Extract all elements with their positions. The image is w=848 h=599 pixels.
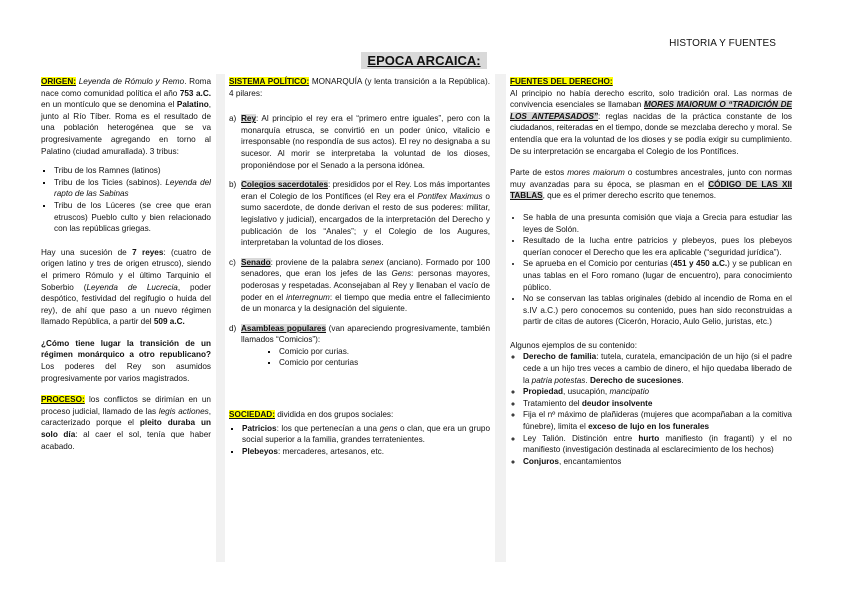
list-item: ▪ Comicio por curias.: [279, 346, 490, 358]
list-item: • No se conservan las tablas originales (debido al incendio de Roma en el s.IV a.C.) pero conocemos su contenido, pues han sido reconstruidas a partir de citas de autores (Cicerón, Horacio, Aulo Gelio, juristas, etc.): [523, 293, 792, 328]
comicios-list: [229, 346, 490, 369]
list-item: ▪ Patricios: los que pertenecían a una gens o clan, que era un grupo social superior a la familia, grandes terratenientes.: [242, 423, 490, 446]
middle-column: [226, 74, 493, 562]
list-item: • Se aprueba en el Comicio por centurias (451 y 450 a.C.) y se publican en unas tablas en el Foro romano (lugar de encuentro), para conocimiento público.: [523, 258, 792, 293]
column-gap-shade-right: [495, 74, 506, 562]
proceso-heading: PROCESO:: [41, 395, 85, 405]
pillar-senado: c) Senado: proviene de la palabra senex (anciano). Formado por 100 senadores, que eran los jefes de las Gens: personas mayores, poderosas y respetadas. Aconsejaban al Rey y llenaban el vacío de poder en el interregnum: el tiempo que media entre el fallecimiento de un monarca y la designación del siguiente.: [229, 257, 490, 314]
list-item: ▪ Tribu de los Ticies (sabinos). Leyenda del rapto de las Sabinas: [54, 177, 211, 200]
list-item: ◦ Propiedad, usucapión, mancipatio: [523, 386, 792, 398]
transition-question: ¿Cómo tiene lugar la transición de un régimen monárquico a otro republicano? Los poderes del Rey son asumidos progresivamente por varios magistrados.: [41, 338, 211, 383]
document-subject: HISTORIA Y FUENTES: [669, 38, 776, 49]
list-item: • Se habla de una presunta comisión que viaja a Grecia para estudiar las leyes de Solón.: [523, 212, 792, 235]
xii-tablas-list: [510, 212, 792, 328]
document-title: EPOCA ARCAICA:: [361, 52, 486, 69]
examples-intro: Algunos ejemplos de su contenido:: [510, 340, 637, 350]
tribes-list: [41, 165, 211, 235]
list-item: • Resultado de la lucha entre patricios y plebeyos, pues los plebeyos querían conocer el Derecho que les era aplicable (“seguridad jurídica”).: [523, 235, 792, 258]
pillar-rey: a) Rey: Al principio el rey era el “primero entre iguales”, pero con la monarquía etrusca, se convirtió en un poder único, vitalicio e irresponsable (no respondía de sus actos). El rey no designaba a su sucesor. Al morir se interpretaba la voluntad de los dioses, proponiéndose por el Senado a la persona idónea.: [229, 114, 490, 170]
list-item: ◦ Ley Talión. Distinción entre hurto manifiesto (in fraganti) y el no manifiesto (investigación destinada al esclarecimiento de los hechos): [523, 433, 792, 456]
list-item: ▪ Tribu de los Lúceres (se cree que eran etruscos) Pueblo culto y bien relacionado con las repúblicas griegas.: [54, 200, 211, 235]
fuentes-heading-wrap: [510, 76, 792, 88]
proceso-paragraph: PROCESO: los conflictos se dirimían en un proceso judicial, llamado de las legis actiones, caracterizado porque el pleito duraba un solo día: al caer el sol, tenía que haber acabado.: [41, 395, 211, 451]
sociedad-paragraph: SOCIEDAD: dividida en dos grupos sociales:: [229, 410, 394, 420]
fuentes-heading: FUENTES DEL DERECHO:: [510, 77, 613, 86]
pillar-colegios: b) Colegios sacerdotales: presididos por el Rey. Los más importantes eran el Colegio de los Pontífices (el Rey era el Pontifex Maximus o sumo sacerdote, de donde derivan el resto de sus poderes: militar, legislativo y judicial), encargados de la interpretación del Derecho y publicación de los “Anales”; y el Colegio de los Augures, interpretaban la voluntad de los dioses.: [229, 180, 490, 248]
origen-paragraph: ORIGEN: Leyenda de Rómulo y Remo. Roma nace como comunidad política el año 753 a.C. en un montículo que se denomina el Palatino, junto al Río Tíber. Roma es el resultado de una población heterogénea que se va progresivamente agregando en torno al Palatino (ciudad amurallada). 3 tribus:: [41, 77, 212, 156]
xii-tablas-paragraph: Parte de estos mores maiorum o costumbres ancestrales, junto con normas muy avanzadas para su época, se plasman en el CÓDIGO DE LAS XII TABLAS, que es el primer derecho escrito que tenemos.: [510, 168, 793, 201]
examples-list: [510, 351, 792, 467]
list-item: ▪ Comicio por centurias: [279, 357, 490, 369]
kings-paragraph: Hay una sucesión de 7 reyes: (cuatro de origen latino y tres de origen etrusco), siendo el primero Rómulo y el último Tarquinio el Soberbio (Leyenda de Lucrecia, poder despótico, festividad del regifugio o huida del rey), de ahí que paso a un nuevo régimen llamado República, a partir del 509 a.C.: [41, 247, 212, 327]
origen-heading: ORIGEN:: [41, 77, 77, 86]
sociedad-list: [229, 423, 490, 458]
list-item: ◦ Tratamiento del deudor insolvente: [523, 398, 792, 410]
sistema-paragraph: SISTEMA POLÍTICO: MONARQUÍA (y lenta transición a la República). 4 pilares:: [229, 77, 490, 98]
list-item: ▪ Plebeyos: mercaderes, artesanos, etc.: [242, 446, 490, 458]
sociedad-heading: SOCIEDAD:: [229, 410, 275, 420]
mores-paragraph: Al principio no había derecho escrito, solo tradición oral. Las normas de convivencia esenciales se llamaban MORES MAIORUM O “TRADICIÓN DE LOS ANTEPASADOS”: reglas nacidas de la práctica constante de los ciudadanos, reiteradas en el tiempo, donde se mezclaba derecho y moral. Se entendía que era la voluntad de los dioses y se podía exigir su cumplimiento. De su interpretación se encargaba el Colegio de los Pontífices.: [510, 88, 792, 156]
list-item: ▪ Tribu de los Ramnes (latinos): [54, 165, 211, 177]
right-column: [507, 74, 795, 562]
list-item: ◦ Conjuros, encantamientos: [523, 456, 792, 468]
column-gap-shade-left: [216, 74, 225, 562]
left-column: [38, 74, 214, 562]
pillar-asambleas: d) Asambleas populares (van apareciendo progresivamente, también llamados “Comicios”):: [229, 323, 490, 345]
document-title-wrap: [0, 52, 848, 70]
sistema-heading: SISTEMA POLÍTICO:: [229, 77, 310, 86]
list-item: ◦ Fija el nº máximo de plañideras (mujeres que acompañaban a la comitiva fúnebre), limita el exceso de lujo en los funerales: [523, 409, 792, 432]
list-item: ◦ Derecho de familia: tutela, curatela, emancipación de un hijo (si el padre cede a un hijo tres veces a cambio de dinero, el hijo quedaba liberado de la patria potestas. Derecho de sucesiones.: [523, 351, 792, 386]
